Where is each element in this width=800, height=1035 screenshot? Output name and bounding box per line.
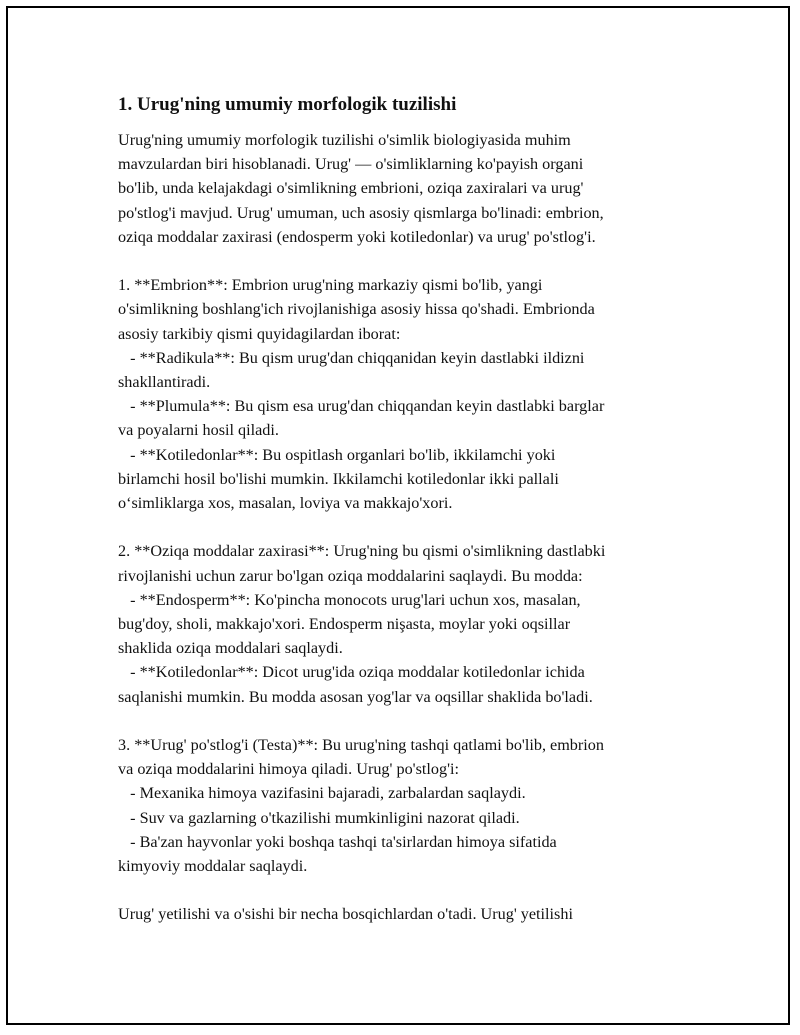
document-body <box>118 92 678 951</box>
text-line: - **Radikula**: Bu qism urug'dan chiqqanidan keyin dastlabki ildizni <box>118 348 585 367</box>
text-line: 1. **Embrion**: Embrion urug'ning markaziy qismi bo'lib, yangi <box>118 276 543 295</box>
text-line: saqlanishi mumkin. Bu modda asosan yog'lar va oqsillar shaklida bo'ladi. <box>118 687 593 706</box>
text-line: - **Kotiledonlar**: Bu ospitlash organlari bo'lib, ikkilamchi yoki <box>118 445 556 464</box>
paragraph-oziqa <box>118 539 678 708</box>
text-line: - Ba'zan hayvonlar yoki boshqa tashqi ta'sirlardan himoya sifatida <box>118 832 557 851</box>
text-line: po'stlog'i mavjud. Urug' umuman, uch asosiy qismlarga bo'linadi: embrion, <box>118 203 604 222</box>
text-line: o‘simliklarga xos, masalan, loviya va makkajo'xori. <box>118 494 453 513</box>
text-line: birlamchi hosil bo'lishi mumkin. Ikkilamchi kotiledonlar ikki pallali <box>118 469 559 488</box>
text-line: rivojlanishi uchun zarur bo'lgan oziqa moddalarini saqlaydi. Bu modda: <box>118 566 583 585</box>
text-line: va poyalarni hosil qiladi. <box>118 421 279 440</box>
paragraph-closing <box>118 902 678 926</box>
text-line: Urug'ning umumiy morfologik tuzilishi o'simlik biologiyasida muhim <box>118 131 571 149</box>
section-heading: 1. Urug'ning umumiy morfologik tuzilishi <box>118 94 457 115</box>
text-line: - Mexanika himoya vazifasini bajaradi, zarbalardan saqlaydi. <box>118 784 526 803</box>
text-line: o'simlikning boshlang'ich rivojlanishiga asosiy hissa qo'shadi. Embrionda <box>118 300 595 319</box>
text-line: bo'lib, unda kelajakdagi o'simlikning embrioni, oziqa zaxiralari va urug' <box>118 179 584 198</box>
text-line: mavzulardan biri hisoblanadi. Urug' — o'simliklarning ko'payish organi <box>118 155 584 174</box>
text-line: - **Plumula**: Bu qism esa urug'dan chiqqandan keyin dastlabki barglar <box>118 397 605 416</box>
text-line: 2. **Oziqa moddalar zaxirasi**: Urug'ning bu qismi o'simlikning dastlabki <box>118 542 606 561</box>
text-line: va oziqa moddalarini himoya qiladi. Urug' po'stlog'i: <box>118 760 459 779</box>
text-line: shakllantiradi. <box>118 373 211 392</box>
text-line: - Suv va gazlarning o'tkazilishi mumkinligini nazorat qiladi. <box>118 808 520 827</box>
text-line: bug'doy, sholi, makkajo'xori. Endosperm nişasta, moylar yoki oqsillar <box>118 615 571 634</box>
text-line: Urug' yetilishi va o'sishi bir necha bosqichlardan o'tadi. Urug' yetilishi <box>118 905 573 924</box>
text-line: oziqa moddalar zaxirasi (endosperm yoki kotiledonlar) va urug' po'stlog'i. <box>118 227 596 246</box>
paragraph-intro <box>118 128 678 249</box>
text-line: shaklida oziqa moddalari saqlaydi. <box>118 639 343 658</box>
text-line: asosiy tarkibiy qismi quyidagilardan iborat: <box>118 324 401 343</box>
text-line: kimyoviy moddalar saqlaydi. <box>118 857 308 876</box>
text-line: 3. **Urug' po'stlog'i (Testa)**: Bu urug'ning tashqi qatlami bo'lib, embrion <box>118 736 604 755</box>
text-line: - **Kotiledonlar**: Dicot urug'ida oziqa moddalar kotiledonlar ichida <box>118 663 585 682</box>
paragraph-embrion <box>118 273 678 515</box>
text-line: - **Endosperm**: Ko'pincha monocots urug'lari uchun xos, masalan, <box>118 590 581 609</box>
paragraph-testa <box>118 733 678 878</box>
